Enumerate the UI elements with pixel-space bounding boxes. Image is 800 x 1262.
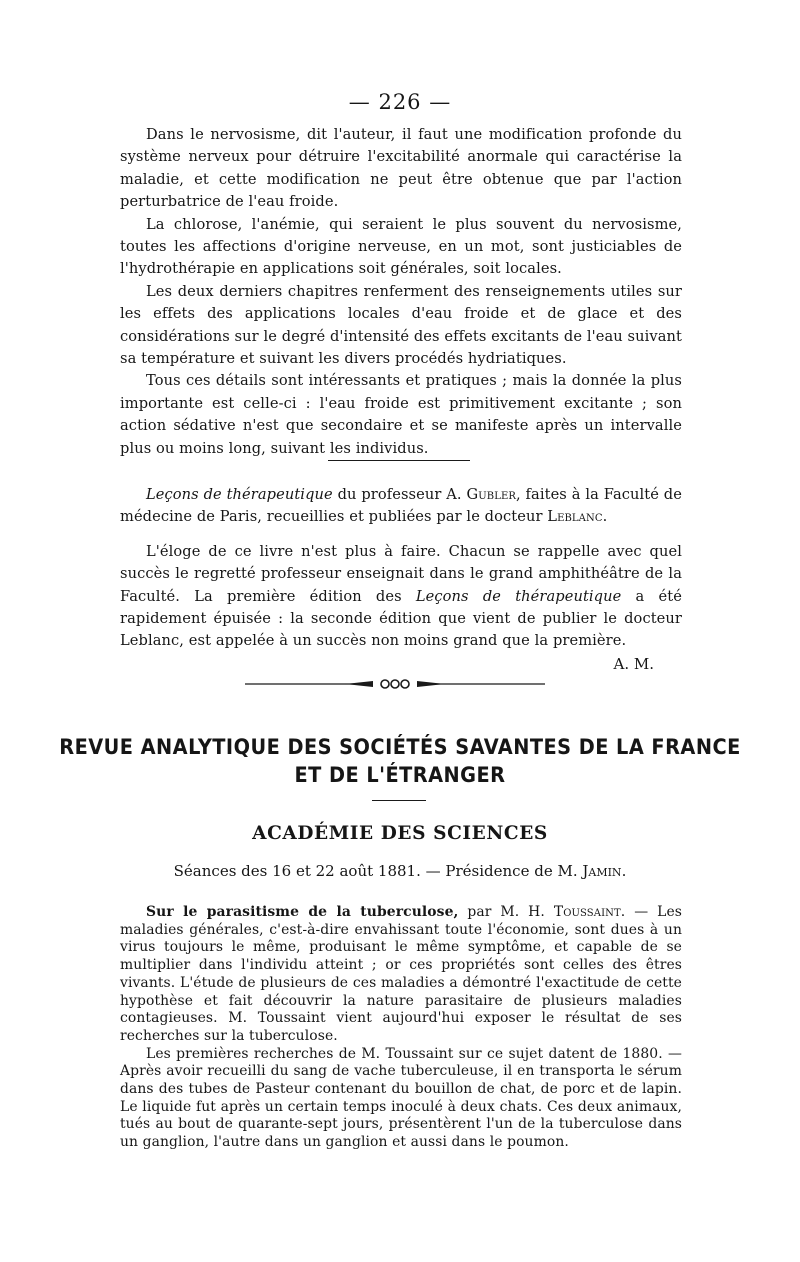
article-block: [120, 904, 682, 1152]
article-dash: . —: [620, 904, 649, 920]
sessions-line: [0, 862, 800, 880]
heading-line-1: REVUE ANALYTIQUE DES SOCIÉTÉS SAVANTES DE LA FRANCE: [59, 735, 741, 759]
article-author: Toussaint: [553, 904, 621, 920]
review-author: Gubler: [466, 486, 516, 503]
sessions-text: Séances des 16 et 22 août 1881. — Présidence de M.: [173, 862, 583, 880]
page-number: — 226 —: [348, 90, 452, 114]
review-p2-b: a été rapidement épuisée : la seconde édition que vient de publier le docteur Leblanc, est appelée à un succès non moins grand que la première.: [120, 587, 682, 650]
separator-rule: [328, 460, 470, 461]
book-title: Leçons de thérapeutique: [146, 486, 333, 503]
sessions-end: .: [621, 862, 627, 880]
intro-paragraph-3: Les deux derniers chapitres renferment des renseignements utiles sur les effets des applications locales d'eau froide et de glace et des considérations sur le degré d'intensité des effets excitants de l'eau suivant sa température et suivant les divers procédés hydriatiques.: [120, 282, 682, 368]
article-title: Sur le parasitisme de la tuberculose,: [146, 904, 459, 920]
intro-paragraph-4: Tous ces détails sont intéressants et pratiques ; mais la donnée la plus importante est celle-ci : l'eau froide est primitivement excitante ; son action sédative n'est que secondaire et se manifeste après un intervalle plus ou moins long, suivant les individus.: [120, 372, 682, 457]
book-review-block: [120, 484, 682, 675]
article-paragraph-1: [120, 904, 682, 1046]
heading-rule: [372, 800, 426, 801]
review-p2-title: Leçons de thérapeutique: [415, 587, 622, 605]
article-paragraph-2: Les premières recherches de M. Toussaint sur ce sujet datent de 1880. — Après avoir recueilli du sang de vache tuberculeuse, il en transporta le sérum dans des tubes de Pasteur contenant du bouillon de chat, de porc et de lapin. Le liquide fut après un certain temps inoculé à deux chats. Ces deux animaux, tués au bout de quarante-sept jours, présentèrent l'un de la tuberculose dans un ganglion, l'autre dans un ganglion et aussi dans le poumon.: [120, 1045, 682, 1151]
book-review-paragraph: [120, 541, 682, 653]
review-signature: A. M.: [613, 654, 654, 673]
section-title: ACADÉMIE DES SCIENCES: [252, 823, 548, 844]
president-name: Jamin: [582, 862, 622, 880]
review-editor: Leblanc: [547, 508, 603, 526]
article-text-1: Les maladies générales, c'est-à-dire envahissant toute l'économie, sont dues à un virus toujours le même, produisant le même symptôme, et capable de se multiplier dans l'individu atteint ; or ces propriétés sont celles des êtres vivants. L'étude de plusieurs de ces maladies a démontré l'exactitude de cette hypothèse et fait découvrir la nature parasitaire de plusieurs maladies contagieuses. M. Toussaint vient aujourd'hui exposer le résultat de ses recherches sur la tuberculose.: [120, 904, 682, 1044]
book-review-header: [120, 484, 682, 529]
intro-paragraph-1: Dans le nervosisme, dit l'auteur, il faut une modification profonde du système nerveux pour détruire l'excitabilité anormale qui caractérise la maladie, et cette modification ne peut être obtenue que par l'action perturbatrice de l'eau froide.: [120, 126, 682, 211]
ornament-divider: [245, 678, 545, 690]
heading-line-2: ET DE L'ÉTRANGER: [294, 763, 506, 787]
intro-paragraph-2: La chlorose, l'anémie, qui seraient le plus souvent du nervosisme, toutes les affections d'origine nerveuse, en un mot, sont justiciables de l'hydrothérapie en applications soit générales, soit locales.: [120, 215, 682, 278]
intro-block: [120, 124, 682, 460]
article-by: par M. H.: [458, 904, 554, 920]
review-text-b: , faites à la Faculté de médecine de Paris, recueillies et publiées par le docteur: [120, 486, 682, 526]
review-p2-a: L'éloge de ce livre n'est plus à faire. Chacun se rappelle avec quel succès le regretté professeur enseignait dans le grand amphithéâtre de la Faculté. La première édition des: [120, 542, 682, 605]
review-text-a: du professeur A.: [332, 486, 467, 503]
review-text-c: .: [602, 508, 608, 526]
